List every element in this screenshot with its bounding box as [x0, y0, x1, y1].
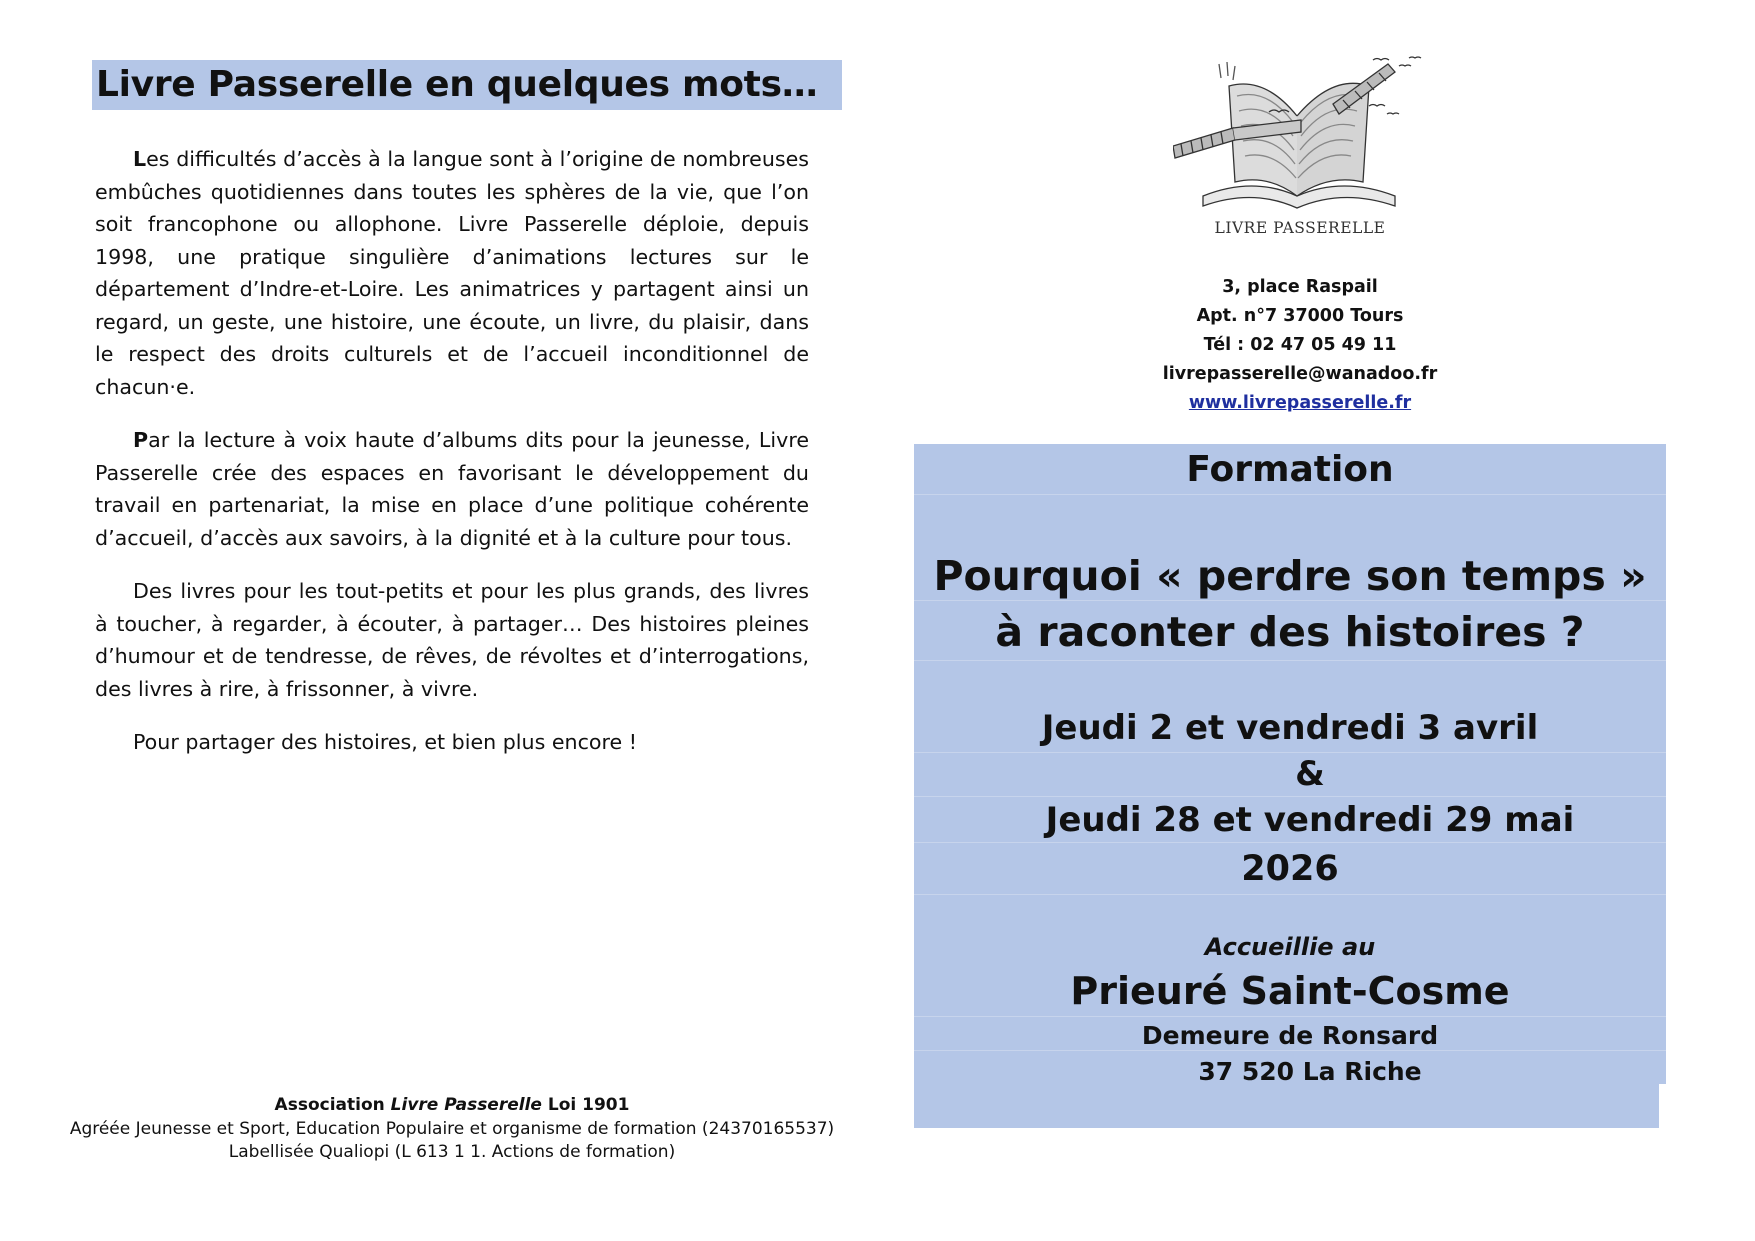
association-footer — [40, 1094, 864, 1165]
website-link[interactable]: www.livrepasserelle.fr — [1188, 393, 1412, 413]
paragraph-2 — [95, 424, 809, 554]
venue-subtitle: Demeure de Ronsard — [1141, 1021, 1439, 1050]
date-2: Jeudi 28 et vendredi 29 mai — [1045, 800, 1575, 840]
event-title-line-2: à raconter des histoires ? — [995, 608, 1585, 656]
venue-city: 37 520 La Riche — [1198, 1057, 1422, 1086]
open-book-logo-icon — [1173, 56, 1425, 216]
event-year: 2026 — [1241, 849, 1339, 889]
paragraph-text: ar la lecture à voix haute d’albums dits pour la jeunesse, Livre Passerelle crée des espaces en favorisant le développement du travail en partenariat, la mise en place d’une politique cohérente d’accueil, d’accès aux savoirs, à la dignité et à la culture pour tous. — [95, 428, 809, 550]
paragraph-text: es difficultés d’accès à la langue sont à l’origine de nombreuses embûches quotidiennes dans toutes les sphères de la vie, que l’on soit francophone ou allophone. Livre Passerelle déploie, depuis 1998, une pratique singulière d’animations lectures sur le département d’Indre-et-Loire. Les animatrices y partagent ainsi un regard, un geste, une histoire, une écoute, un livre, du plaisir, dans le respect des droits culturels et de l’accueil inconditionnel de chacun·e. — [95, 147, 809, 399]
paragraph-text: Pour partager des histoires, et bien plus encore ! — [133, 730, 637, 754]
hosted-at-label: Accueillie au — [1204, 933, 1376, 961]
event-title-line-1: Pourquoi « perdre son temps » — [933, 552, 1647, 600]
address-line-2: Apt. n°7 37000 Tours — [1196, 306, 1404, 326]
paragraph-4 — [95, 726, 809, 759]
drop-initial: L — [133, 147, 147, 171]
date-separator: & — [1295, 754, 1325, 794]
assoc-prefix: Association — [274, 1095, 391, 1115]
phone: Tél : 02 47 05 49 11 — [1203, 335, 1397, 355]
assoc-suffix: Loi 1901 — [541, 1095, 630, 1115]
intro-text — [95, 143, 809, 780]
paragraph-1 — [95, 143, 809, 403]
event-title — [914, 548, 1666, 660]
panel-divider — [914, 660, 1666, 661]
event-panel-tail — [914, 1084, 1659, 1128]
assoc-name: Livre Passerelle — [390, 1095, 542, 1115]
address-line-1: 3, place Raspail — [1222, 277, 1378, 297]
qualiopi-line: Labellisée Qualiopi (L 613 1 1. Actions de formation) — [228, 1142, 676, 1162]
venue-name: Prieuré Saint-Cosme — [1070, 969, 1510, 1013]
event-label: Formation — [1186, 449, 1394, 490]
panel-divider — [914, 894, 1666, 895]
paragraph-3 — [95, 575, 809, 705]
association-line — [40, 1094, 864, 1118]
event-dates — [914, 705, 1666, 843]
section-title: Livre Passerelle en quelques mots… — [92, 60, 842, 110]
approval-line: Agréée Jeunesse et Sport, Education Populaire et organisme de formation (24370165537) — [69, 1118, 835, 1139]
paragraph-text: Des livres pour les tout-petits et pour les plus grands, des livres à toucher, à regarder, à écouter, à partager… Des histoires pleines d’humour et de tendresse, de rêves, de révoltes et d’interrogations, des livres à rire, à frissonner, à vivre. — [95, 579, 809, 701]
contact-block — [1120, 273, 1480, 418]
email-link[interactable]: livrepasserelle@wanadoo.fr — [1162, 364, 1438, 384]
drop-initial: P — [133, 428, 149, 452]
logo-caption: LIVRE PASSERELLE — [1214, 219, 1386, 237]
date-1: Jeudi 2 et vendredi 3 avril — [1041, 708, 1539, 748]
